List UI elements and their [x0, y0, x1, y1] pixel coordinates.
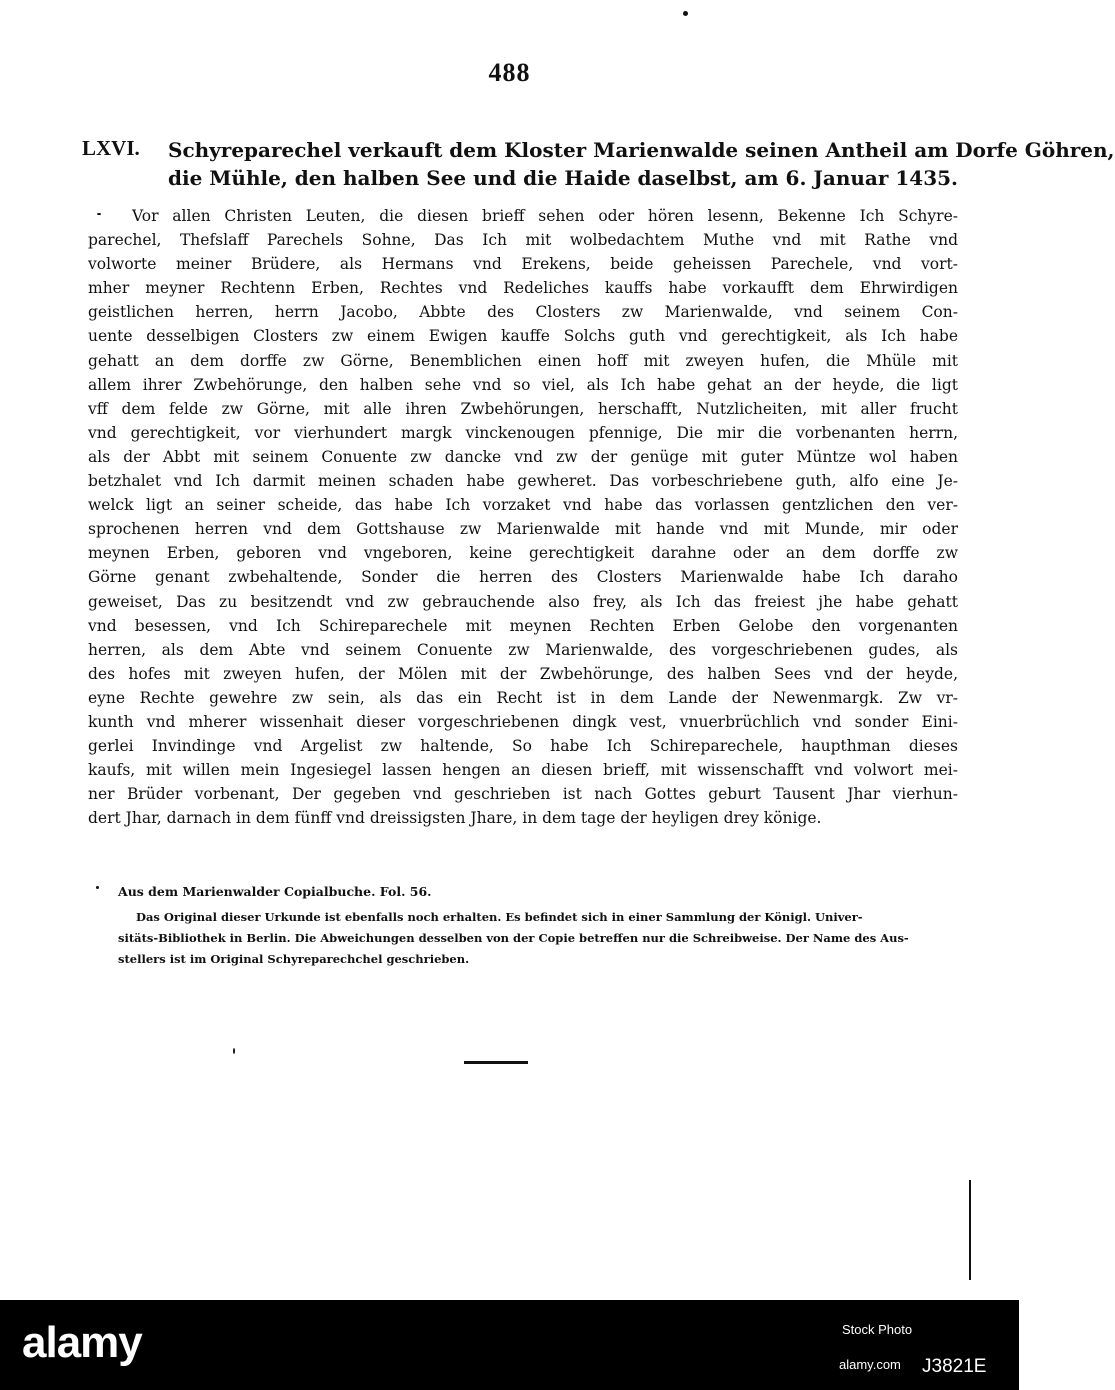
- body-line: gehatt an dem dorffe zw Görne, Benemblichen einen hoff mit zweyen hufen, die Mhüle mit: [88, 351, 958, 370]
- body-line: Vor allen Christen Leuten, die diesen brieff sehen oder hören lesenn, Bekenne Ich Schyre-: [132, 207, 958, 225]
- body-line: ner Brüder vorbenant, Der gegeben vnd geschrieben ist nach Gottes geburt Tausent Jhar vierhun-: [88, 785, 958, 804]
- body-line: eyne Rechte gewehre zw sein, als das ein Recht ist in dem Lande der Newenmargk. Zw vr-: [88, 688, 958, 707]
- body-line: kaufs, mit willen mein Ingesiegel lassen hengen an diesen brieff, mit wissenschafft vnd volwort mei-: [88, 761, 958, 780]
- heading-title-line: die Mühle, den halben See und die Haide daselbst, am 6. Januar 1435.: [168, 166, 958, 190]
- footnote-line: Das Original dieser Urkunde ist ebenfalls noch erhalten. Es befindet sich in einer Sammlung der Königl. Univer-: [136, 910, 863, 924]
- body-line: allem ihrer Zwbehörunge, den halben sehe vnd so viel, als Ich habe gehat an der heyde, die ligt: [88, 375, 958, 394]
- charter-text: [88, 204, 958, 830]
- page-edge-mark: [969, 1180, 971, 1280]
- body-line: vnd gerechtigkeit, vor vierhundert margk vinckenougen pfennige, Die mir die vorbenanten herrn,: [88, 423, 958, 442]
- footnote: [118, 907, 958, 970]
- body-line: mher meyner Rechtenn Erben, Rechtes vnd Redeliches kauffs habe vorkaufft dem Ehrwirdigen: [88, 279, 958, 298]
- document-number: LXVI.: [82, 136, 140, 160]
- body-line: betzhalet vnd Ich darmit meinen schaden habe gewheret. Das vorbeschriebene guth, alfo eine Je-: [88, 472, 958, 491]
- body-line: kunth vnd mherer wissenhait dieser vorgeschriebenen dingk vest, vnuerbrüchlich vnd sonder Eini-: [88, 712, 958, 731]
- watermark-label: Stock Photo: [842, 1322, 913, 1337]
- body-line: vnd besessen, vnd Ich Schireparechele mit meynen Rechten Erben Gelobe den vorgenanten: [88, 616, 958, 635]
- end-rule: [464, 1061, 528, 1064]
- alamy-logo: alamy: [22, 1318, 142, 1367]
- ink-speck: [233, 1048, 235, 1054]
- body-line: uente desselbigen Closters zw einem Ewigen kauffe Solchs guth vnd gerechtigkeit, als Ich habe: [88, 327, 958, 346]
- heading-title-line: Schyreparechel verkauft dem Kloster Marienwalde seinen Antheil am Dorfe Göhren,: [168, 138, 1115, 162]
- watermark-domain: alamy.com: [839, 1357, 901, 1372]
- ink-speck: [683, 11, 688, 16]
- watermark-banner: [0, 1300, 1019, 1390]
- body-line: dert Jhar, darnach in dem fünff vnd dreissigsten Jhare, in dem tage der heyligen drey könige.: [88, 809, 822, 828]
- body-line: parechel, Thefslaff Parechels Sohne, Das Ich mit wolbedachtem Muthe vnd mit Rathe vnd: [88, 231, 958, 250]
- body-line: des hofes mit zweyen hufen, der Mölen mit der Zwbehörunge, des halben Sees vnd der heyde,: [88, 664, 958, 683]
- body-line: sprochenen herren vnd dem Gottshause zw Marienwalde mit hande vnd mit Munde, mir oder: [88, 520, 958, 539]
- footnote-line: sitäts-Bibliothek in Berlin. Die Abweichungen desselben von der Copie betreffen nur die Schreibweise. Der Name des Aus-: [118, 931, 909, 945]
- body-line: als der Abbt mit seinem Conuente zw dancke vnd zw der genüge mit guter Müntze wol haben: [88, 447, 958, 466]
- ink-speck: [96, 886, 99, 889]
- page-number: 488: [488, 58, 531, 87]
- source-citation: Aus dem Marienwalder Copialbuche. Fol. 56.: [118, 884, 432, 899]
- body-line: geistlichen herren, herrn Jacobo, Abbte des Closters zw Marienwalde, vnd seinem Con-: [88, 303, 958, 322]
- image-id: J3821E: [922, 1356, 987, 1377]
- body-line: meynen Erben, geboren vnd vngeboren, keine gerechtigkeit darahne oder an dem dorffe zw: [88, 544, 958, 563]
- body-line: welck ligt an seiner scheide, das habe Ich vorzaket vnd habe das vorlassen gentzlichen den ver-: [88, 496, 958, 515]
- body-line: volworte meiner Brüdere, als Hermans vnd Erekens, beide geheissen Parechele, vnd vort-: [88, 255, 958, 274]
- body-line: gerlei Invindinge vnd Argelist zw haltende, So habe Ich Schireparechele, haupthman dieses: [88, 737, 958, 756]
- body-line: geweiset, Das zu besitzendt vnd zw gebrauchende also frey, als Ich das freiest jhe habe gehatt: [88, 592, 958, 611]
- body-line: Görne genant zwbehaltende, Sonder die herren des Closters Marienwalde habe Ich daraho: [88, 568, 958, 587]
- body-line: vff dem felde zw Görne, mit alle ihren Zwbehörungen, herschafft, Nutzlicheiten, mit aller frucht: [88, 399, 958, 418]
- footnote-line: stellers ist im Original Schyreparechchel geschrieben.: [118, 952, 470, 966]
- body-line: herren, als dem Abte vnd seinem Conuente zw Marienwalde, des vorgeschriebenen gudes, als: [88, 640, 958, 659]
